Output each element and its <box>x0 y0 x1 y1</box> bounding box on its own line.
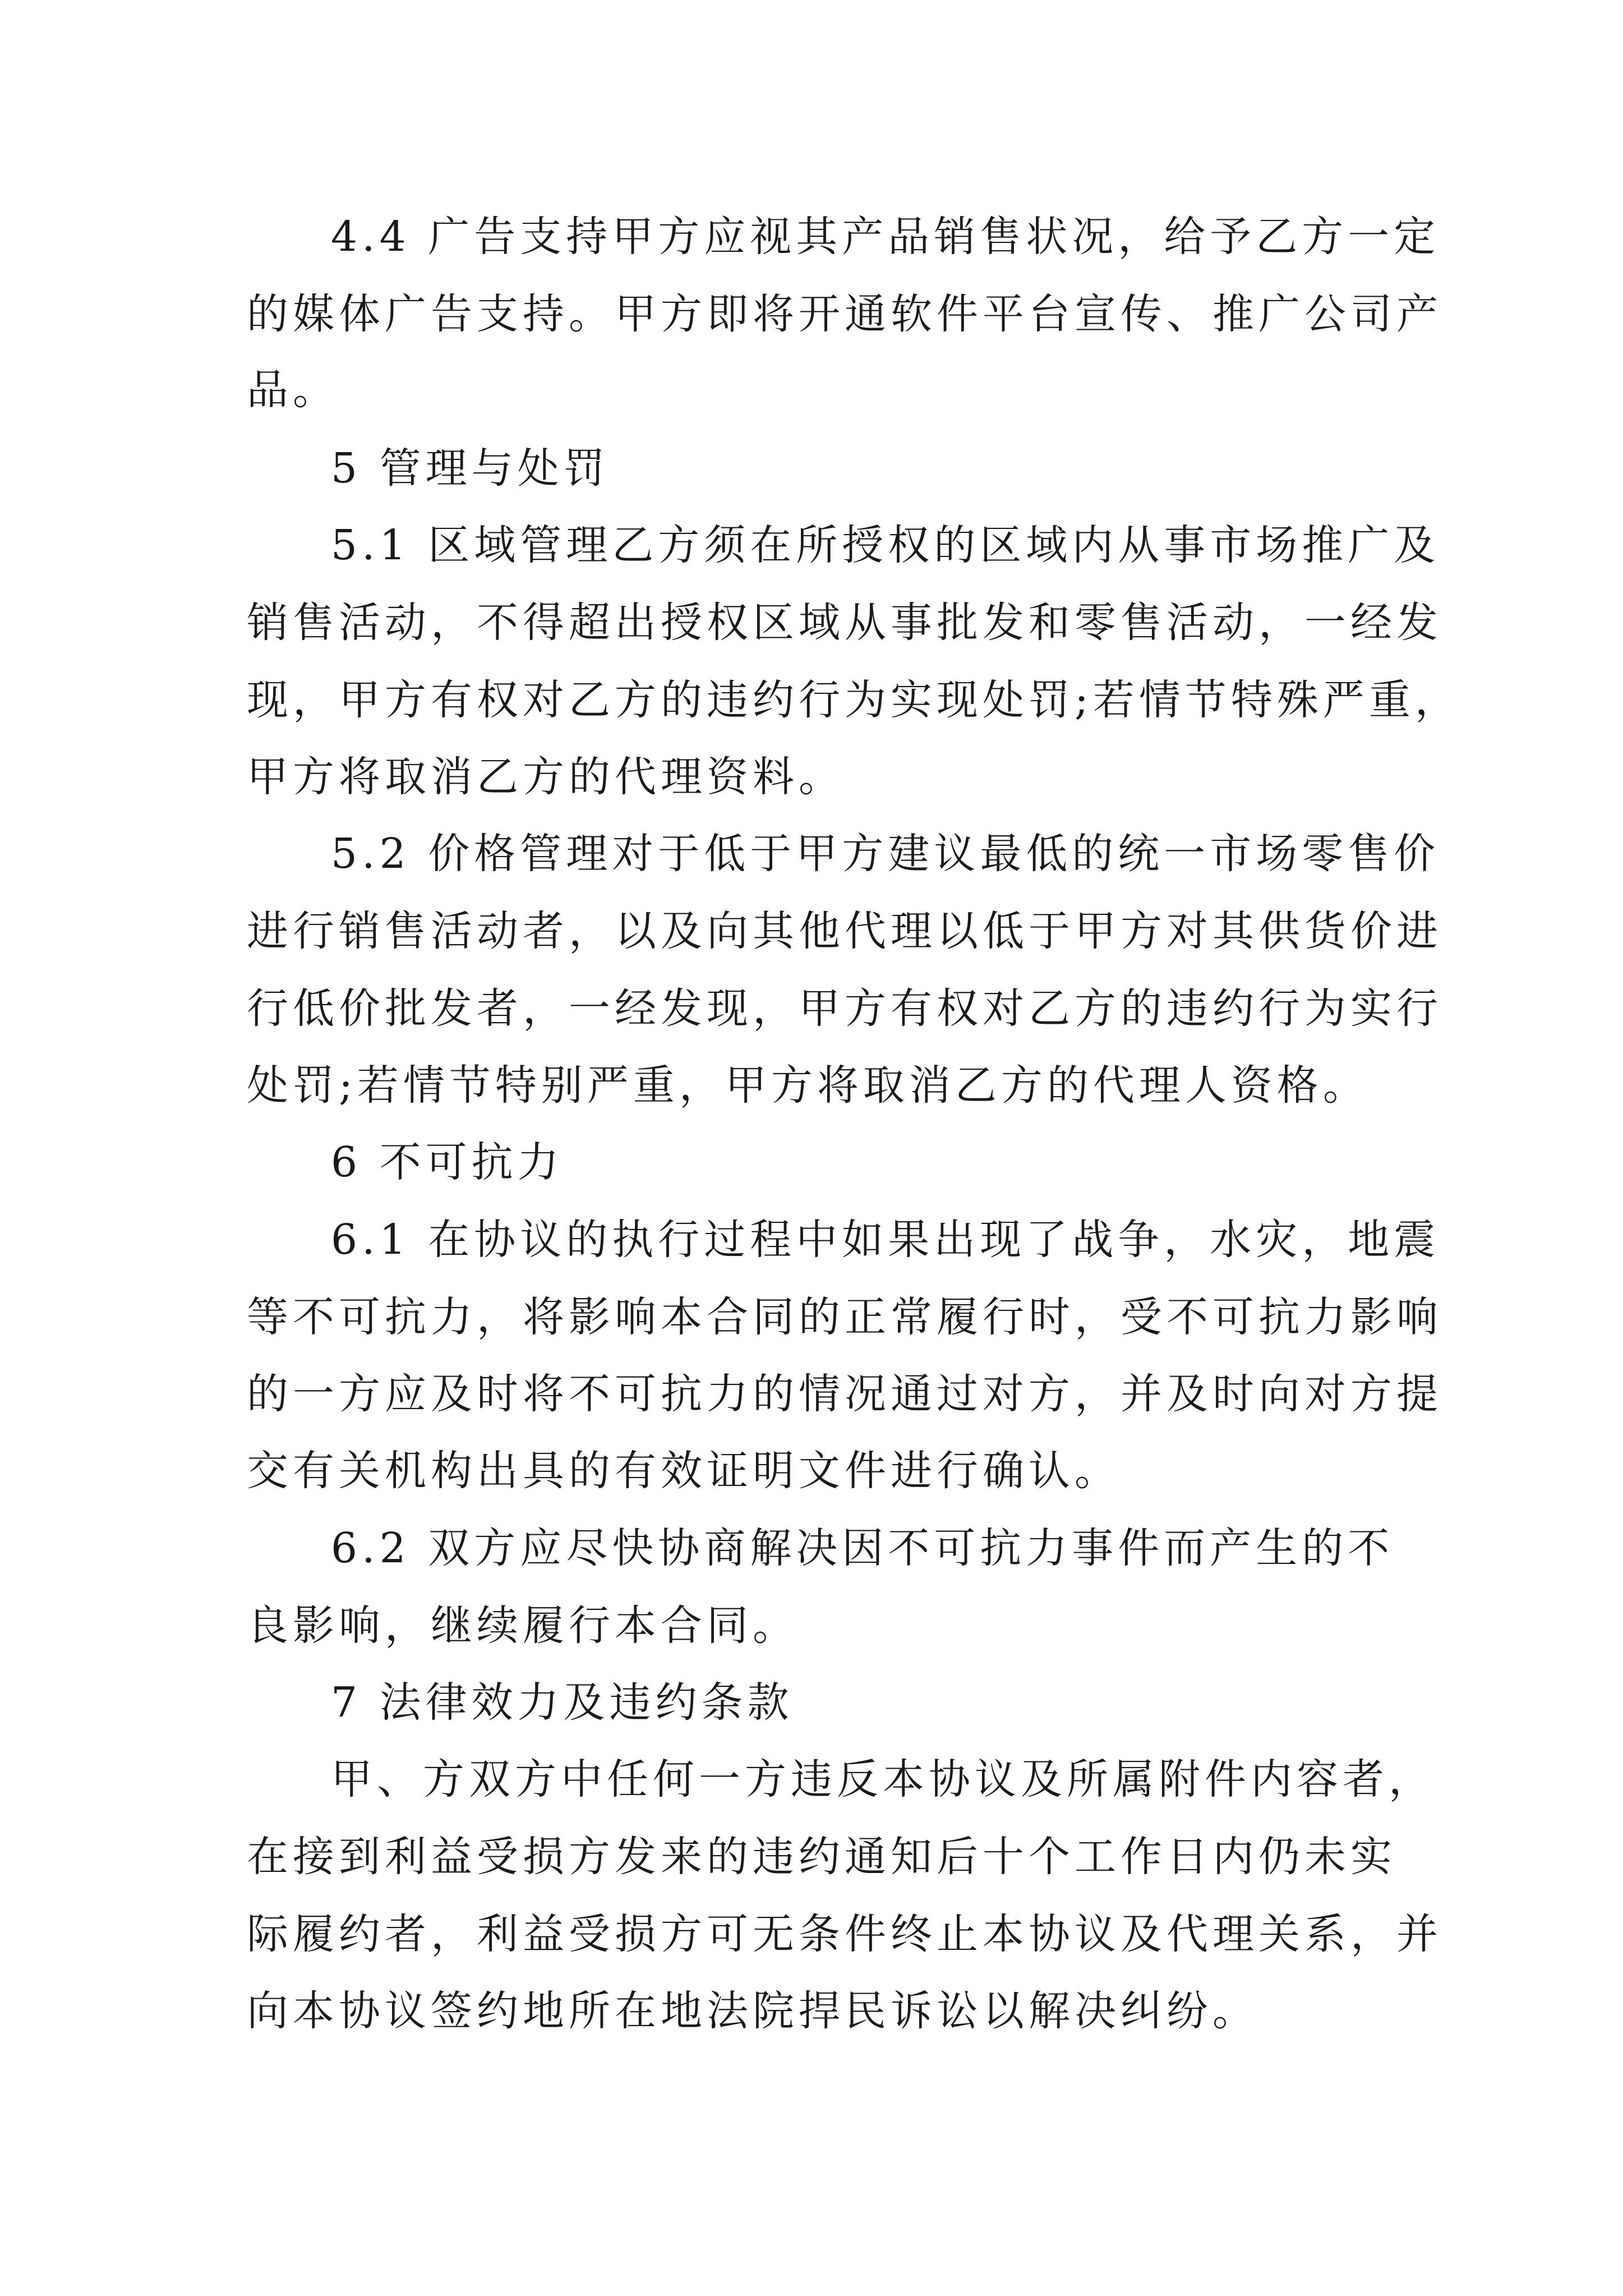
text-line: 的媒体广告支持。甲方即将开通软件平台宣传、推广公司产 <box>247 290 1442 338</box>
text-line: 良影响，继续履行本合同。 <box>247 1602 799 1650</box>
text-line: 的一方应及时将不可抗力的情况通过对方，并及时向对方提 <box>247 1370 1442 1418</box>
text-line: 品。 <box>247 366 339 414</box>
text-line: 向本协议签约地所在地法院捍民诉讼以解决纠纷。 <box>247 1987 1258 2035</box>
text-line: 4.4 广告支持甲方应视其产品销售状况，给予乙方一定 <box>331 213 1440 261</box>
text-line: 现，甲方有权对乙方的违约行为实现处罚;若情节特殊严重， <box>247 676 1461 724</box>
text-line: 甲方将取消乙方的代理资料。 <box>247 753 845 801</box>
text-line: 6.2 双方应尽快协商解决因不可抗力事件而产生的不 <box>331 1524 1394 1572</box>
text-line: 6.1 在协议的执行过程中如果出现了战争，水灾，地震 <box>331 1216 1440 1264</box>
text-line: 等不可抗力，将影响本合同的正常履行时，受不可抗力影响 <box>247 1293 1442 1341</box>
section-heading: 6 不可抗力 <box>331 1138 564 1186</box>
text-line: 销售活动，不得超出授权区域从事批发和零售活动，一经发 <box>247 599 1442 647</box>
section-heading: 7 法律效力及违约条款 <box>331 1678 794 1727</box>
section-heading: 5 管理与处罚 <box>331 444 610 493</box>
text-line: 处罚;若情节特别严重，甲方将取消乙方的代理人资格。 <box>247 1061 1369 1110</box>
text-line: 行低价批发者，一经发现，甲方有权对乙方的违约行为实行 <box>247 984 1442 1033</box>
text-line: 甲、方双方中任何一方违反本协议及所属附件内容者， <box>331 1755 1435 1803</box>
text-line: 进行销售活动者，以及向其他代理以低于甲方对其供货价进 <box>247 907 1442 955</box>
text-line: 交有关机构出具的有效证明文件进行确认。 <box>247 1447 1121 1495</box>
text-line: 际履约者，利益受损方可无条件终止本协议及代理关系，并 <box>247 1910 1442 1958</box>
text-line: 5.2 价格管理对于低于甲方建议最低的统一市场零售价 <box>331 830 1440 878</box>
text-line: 5.1 区域管理乙方须在所授权的区域内从事市场推广及 <box>331 521 1440 569</box>
text-line: 在接到利益受损方发来的违约通知后十个工作日内仍未实 <box>247 1833 1396 1881</box>
